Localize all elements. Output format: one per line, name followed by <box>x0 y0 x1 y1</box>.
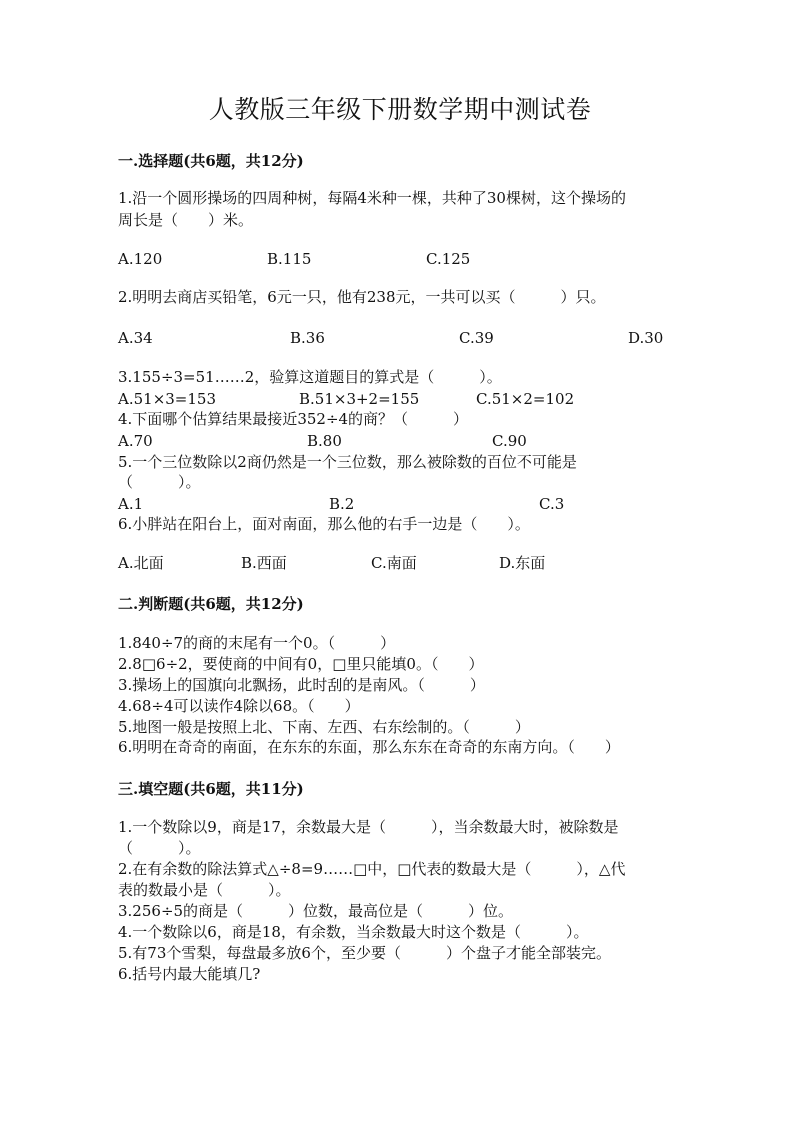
option-b: B.2 <box>329 495 355 513</box>
option-b: B.西面 <box>241 554 287 572</box>
option-a: A.1 <box>118 495 144 513</box>
question-line: 周长是（ ）米。 <box>118 211 254 229</box>
options-row <box>118 389 678 409</box>
question-line: 1.一个数除以9，商是17，余数最大是（ ），当余数最大时，被除数是 <box>118 818 619 836</box>
section-header-judgement: 二.判断题(共6题，共12分) <box>118 595 304 613</box>
option-a: A.120 <box>118 250 163 268</box>
question-line: 4.一个数除以6，商是18，有余数，当余数最大时这个数是（ ）。 <box>118 923 589 941</box>
option-c: C.南面 <box>371 554 417 572</box>
question-line: 5.一个三位数除以2商仍然是一个三位数，那么被除数的百位不可能是 <box>118 453 577 471</box>
option-c: C.39 <box>459 329 494 347</box>
page-title: 人教版三年级下册数学期中测试卷 <box>208 95 592 124</box>
options-row <box>118 431 678 451</box>
option-c: C.3 <box>539 495 565 513</box>
question-line: 2.明明去商店买铅笔，6元一只，他有238元，一共可以买（ ）只。 <box>118 288 606 306</box>
option-d: D.30 <box>628 329 664 347</box>
options-row <box>118 494 678 514</box>
option-b: B.115 <box>267 250 312 268</box>
question-line: 2.8□6÷2，要使商的中间有0，□里只能填0。（ ） <box>118 655 484 673</box>
question-line: 3.256÷5的商是（ ）位数，最高位是（ ）位。 <box>118 902 514 920</box>
option-c: C.125 <box>426 250 471 268</box>
options-row <box>118 249 678 269</box>
option-b: B.51×3+2=155 <box>299 390 420 408</box>
question-line: 1.840÷7的商的末尾有一个0。（ ） <box>118 634 396 652</box>
option-a: A.51×3=153 <box>118 390 216 408</box>
option-c: C.90 <box>492 432 527 450</box>
question-line: 6.小胖站在阳台上，面对南面，那么他的右手一边是（ ）。 <box>118 515 530 533</box>
option-b: B.36 <box>290 329 325 347</box>
question-line: 3.155÷3=51……2，验算这道题目的算式是（ ）。 <box>118 368 502 386</box>
question-line: 4.下面哪个估算结果最接近352÷4的商？（ ） <box>118 410 469 428</box>
section-header-fill: 三.填空题(共6题，共11分) <box>118 780 304 798</box>
option-d: D.东面 <box>499 554 546 572</box>
options-row <box>118 328 678 348</box>
question-line: 5.地图一般是按照上北、下南、左西、右东绘制的。（ ） <box>118 718 530 736</box>
section-header-choice: 一.选择题(共6题，共12分) <box>118 152 304 170</box>
question-line: （ ）。 <box>118 839 201 857</box>
option-a: A.北面 <box>118 554 164 572</box>
question-line: （ ）。 <box>118 473 201 491</box>
question-line: 表的数最小是（ ）。 <box>118 881 291 899</box>
question-line: 4.68÷4可以读作4除以68。（ ） <box>118 697 360 715</box>
question-line: 2.在有余数的除法算式△÷8=9……□中，□代表的数最大是（ ），△代 <box>118 860 626 878</box>
option-a: A.34 <box>118 329 153 347</box>
question-line: 1.沿一个圆形操场的四周种树，每隔4米种一棵，共种了30棵树，这个操场的 <box>118 189 626 207</box>
question-line: 6.明明在奇奇的南面，在东东的东面，那么东东在奇奇的东南方向。（ ） <box>118 738 620 756</box>
question-line: 3.操场上的国旗向北飘扬，此时刮的是南风。（ ） <box>118 676 485 694</box>
option-a: A.70 <box>118 432 153 450</box>
option-c: C.51×2=102 <box>476 390 575 408</box>
question-line: 5.有73个雪梨，每盘最多放6个，至少要（ ）个盘子才能全部装完。 <box>118 944 611 962</box>
question-line: 6.括号内最大能填几? <box>118 965 261 983</box>
options-row <box>118 553 678 573</box>
option-b: B.80 <box>307 432 342 450</box>
